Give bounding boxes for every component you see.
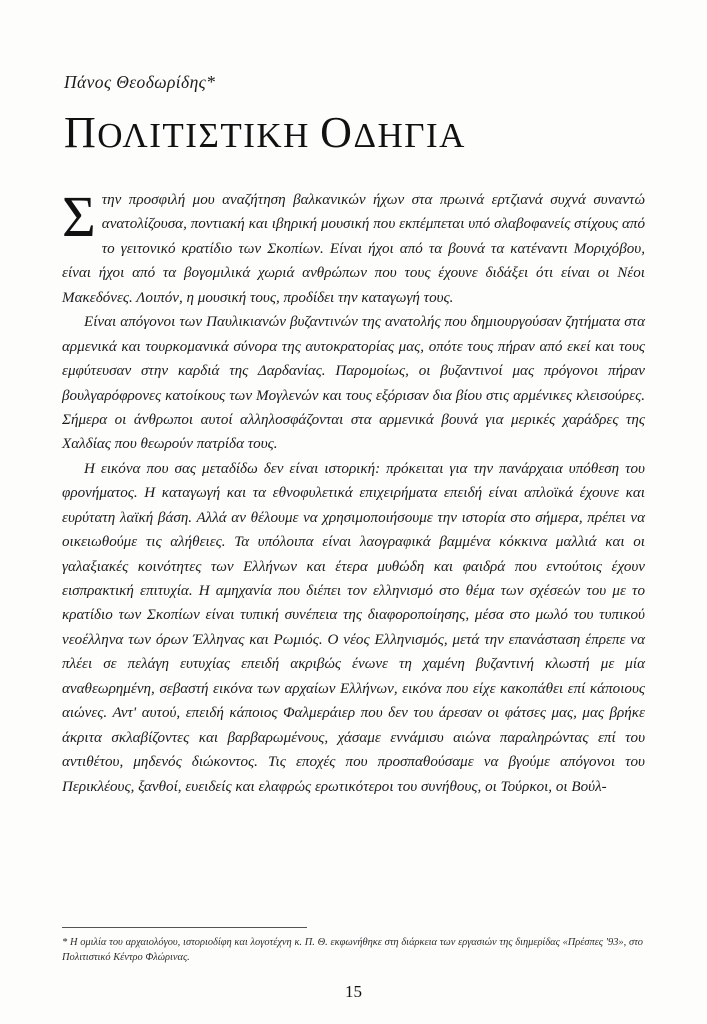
page-title [64, 107, 645, 158]
page-number: 15 [345, 982, 362, 1001]
paragraph-1-text: την προσφιλή μου αναζήτηση βαλκανικών ήχων στα πρωινά ερτζιανά συχνά συναντώ ανατολίζουσα, ποντιακή και ιβηρική μουσική που εκπέμπεται υπό σλαβοφανείς στίχους από το γειτονικό κρατίδιο των Σκοπίων. Είναι ήχοι από τα βουνά τα κατέναντι Μοριχόβου, είναι ήχοι από τα βογομιλικά χωριά ανθρώπων που τους έχουνε διδάξει ότι είναι οι Νέοι Μακεδόνες. Λοιπόν, η μουσική τους, προδίδει την καταγωγή τους. [62, 192, 645, 306]
paragraph-2: Είναι απόγονοι των Παυλικιανών βυζαντινών της ανατολής που δημιουργούσαν ζητήματα στα αρμενικά και τουρκομανικά σύνορα της αυτοκρατορίας μας, οπότε τους πήραν από εκεί και τους εμφύτευσαν στην καρδιά της Δαρδανίας. Παρομοίως, οι βυζαντινοί μας πρόγονοι πήραν βουλγαρόφρονες κατοίκους των Μογλενών και τους εξόρισαν δια βίου στις αρμένικες κλεισούρες. Σήμερα οι άνθρωποι αυτοί αλληλοσφάζονται στα αρμενικά βουνά για μερικές χαράδρες της Χαλδίας που θεωρούν πατρίδα τους. [62, 314, 645, 453]
footnote-text: * Η ομιλία του αρχαιολόγου, ιστοριοδίφη και λογοτέχνη κ. Π. Θ. εκφωνήθηκε στη διάρκεια των εργασιών της διημερίδας «Πρέσπες '93», στο Πολιτιστικό Κέντρο Φλώρινας. [62, 936, 643, 964]
footnote-block [62, 905, 645, 966]
author-byline: Πάνος Θεοδωρίδης* [64, 72, 216, 92]
drop-cap: Σ [62, 184, 96, 249]
paragraph-1 [62, 184, 645, 310]
title-initial-pi: Π [64, 108, 98, 157]
title-part-two: ΔΗΓΙΑ [353, 116, 466, 155]
title-initial-omicron: Ο [320, 108, 354, 157]
paragraph-3: Η εικόνα που σας μεταδίδω δεν είναι ιστορική: πρόκειται για την πανάρχαια υπόθεση του φρονήματος. Η καταγωγή και τα εθνοφυλετικά επιχειρήματα επειδή είναι απλοϊκά έχουνε και ευρύτατη λαϊκή βάση. Αλλά αν θέλουμε να χρησιμοποιήσουμε την ιστορία στο σήμερα, πρέπει να οικειωθούμε τις αλήθειες. Τα υπόλοιπα είναι λαογραφικά βαμμένα κόκκινα μαλλιά και οι γαλαξιακές κοινότητες των Ελλήνων και έτερα μυθώδη και φαιδρά που εντούτοις έχουν εισπρακτική επιτυχία. Η αμηχανία που διέπει τον ελληνισμό στο θέμα των σχέσεών του με το κρατίδιο των Σκοπίων είναι τυπική συνέπεια της διαφοροποίησης, μέσα στο μωλό του τυπικού νεοέλληνα των όρων Έλληνας και Ρωμιός. Ο νέος Ελληνισμός, μετά την επανάσταση έπρεπε να πλέει σε πελάγη ευτυχίας επειδή ακριβώς ένωνε τη χαμένη βυζαντινή κλωστή με μία αναθεωρημένη, σεβαστή εικόνα των αρχαίων Ελλήνων, εικόνα που είχε κακοπάθει επί κάποιους αιώνες. Αντ' αυτού, επειδή κάποιος Φαλμεράιερ που δεν του άρεσαν οι φάτσες μας, μας βρήκε άκριτα σκλαβίζοντες και βαρβαρωμένους, χάσαμε εννάμισυ αιώνα παραληρώντας επί του αντιθέτου, μηδενός διώκοντος. Τις εποχές που προσπαθούσαμε να βγούμε απόγονοι του Περικλέους, ξανθοί, ευειδείς και ελαφρώς ερωτικότεροι του συνήθους, οι Τούρκοι, οι Βούλ- [62, 460, 645, 795]
footnote-divider [62, 927, 307, 928]
title-part-one: ΟΛΙΤΙΣΤΙΚΗ [97, 116, 321, 155]
